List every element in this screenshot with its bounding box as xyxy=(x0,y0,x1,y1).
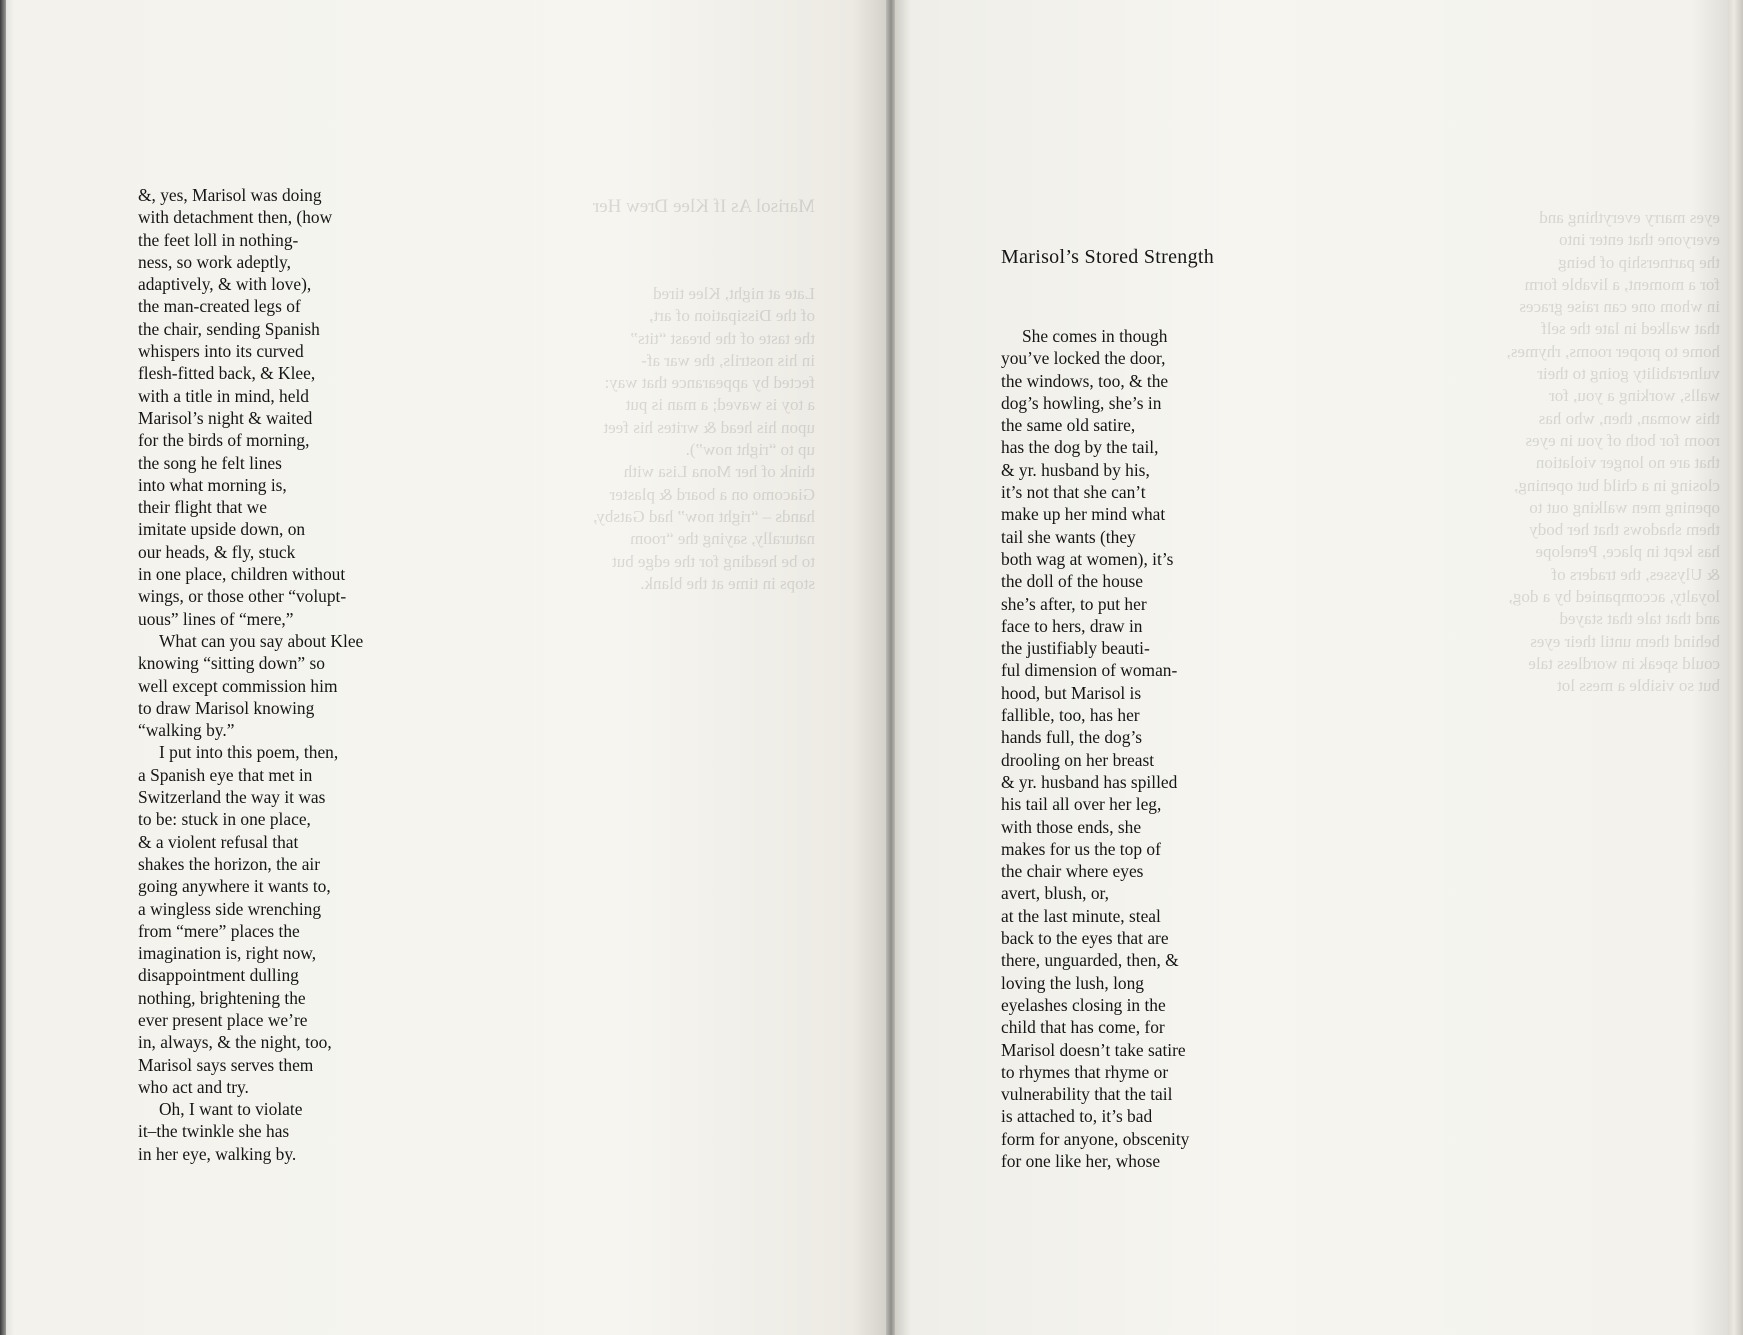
poem-line: “walking by.” xyxy=(138,720,235,741)
poem-line: shakes the horizon, the air xyxy=(138,853,321,874)
poem-line: his tail all over her leg, xyxy=(1001,794,1162,815)
poem-line: adaptively, & with love), xyxy=(138,274,312,295)
poem-line: for one like her, whose xyxy=(1001,1150,1161,1171)
poem-line: our heads, & fly, stuck xyxy=(138,541,296,562)
left-page-edge xyxy=(0,0,6,1335)
poem-line: imagination is, right now, xyxy=(138,943,317,964)
poem-line: tail she wants (they xyxy=(1001,526,1136,547)
poem-line: knowing “sitting down” so xyxy=(138,653,325,674)
poem-line: child that has come, for xyxy=(1001,1017,1165,1038)
poem-line: imitate upside down, on xyxy=(138,519,306,540)
poem-line: drooling on her breast xyxy=(1001,749,1155,770)
right-poem-text xyxy=(1001,325,1189,1172)
poem-line: it’s not that she can’t xyxy=(1001,482,1146,503)
poem-line: the justifiably beauti- xyxy=(1001,638,1150,659)
poem-line: I put into this poem, then, xyxy=(159,742,339,763)
poem-line: at the last minute, steal xyxy=(1001,905,1161,926)
poem-line: Switzerland the way it was xyxy=(138,787,326,808)
poem-line: to rhymes that rhyme or xyxy=(1001,1061,1169,1082)
poem-line: going anywhere it wants to, xyxy=(138,876,331,897)
poem-line: Marisol doesn’t take satire xyxy=(1001,1039,1186,1060)
poem-line: their flight that we xyxy=(138,497,267,518)
poem-line: you’ve locked the door, xyxy=(1001,348,1166,369)
poem-line: has the dog by the tail, xyxy=(1001,437,1159,458)
poem-line: hood, but Marisol is xyxy=(1001,682,1142,703)
poem-line: hands full, the dog’s xyxy=(1001,727,1143,748)
poem-line: fallible, too, has her xyxy=(1001,705,1140,726)
poem-line: the doll of the house xyxy=(1001,571,1143,592)
poem-line: makes for us the top of xyxy=(1001,838,1161,859)
poem-line: &, yes, Marisol was doing xyxy=(138,185,322,205)
poem-title: Marisol’s Stored Strength xyxy=(1001,246,1215,268)
poem-line: well except commission him xyxy=(138,675,338,696)
poem-line: avert, blush, or, xyxy=(1001,883,1109,904)
poem-line: dog’s howling, she’s in xyxy=(1001,392,1162,413)
left-show-through-title: Marisol As If Klee Drew Her xyxy=(592,196,815,217)
poem-line: loving the lush, long xyxy=(1001,972,1144,993)
poem-line: the same old satire, xyxy=(1001,415,1136,436)
poem-line: who act and try. xyxy=(138,1076,249,1097)
poem-line: the chair, sending Spanish xyxy=(138,318,320,339)
poem-line: What can you say about Klee xyxy=(159,630,364,651)
poem-line: there, unguarded, then, & xyxy=(1001,950,1179,971)
poem-line: & yr. husband has spilled xyxy=(1001,771,1178,792)
poem-line: whispers into its curved xyxy=(138,341,304,362)
poem-line: with those ends, she xyxy=(1001,816,1142,837)
poem-line: in her eye, walking by. xyxy=(138,1143,297,1164)
poem-line: to be: stuck in one place, xyxy=(138,809,311,830)
poem-line: form for anyone, obscenity xyxy=(1001,1128,1190,1149)
left-poem-text xyxy=(138,184,363,1165)
poem-line: with a title in mind, held xyxy=(138,385,309,406)
poem-line: is attached to, it’s bad xyxy=(1001,1106,1153,1127)
poem-line: nothing, brightening the xyxy=(138,987,306,1008)
poem-line: & a violent refusal that xyxy=(138,831,299,852)
poem-line: she’s after, to put her xyxy=(1001,593,1147,614)
poem-line: face to hers, draw in xyxy=(1001,615,1143,636)
poem-line: She comes in though xyxy=(1022,326,1168,346)
poem-line: make up her mind what xyxy=(1001,504,1166,525)
poem-line: Marisol’s night & waited xyxy=(138,407,313,428)
poem-line: uous” lines of “mere,” xyxy=(138,608,294,629)
poem-line: Marisol says serves them xyxy=(138,1054,314,1075)
poem-line: disappointment dulling xyxy=(138,965,299,986)
poem-line: vulnerability that the tail xyxy=(1001,1084,1173,1105)
poem-line: for the birds of morning, xyxy=(138,430,310,451)
poem-line: to draw Marisol knowing xyxy=(138,697,315,718)
poem-line: & yr. husband by his, xyxy=(1001,459,1150,480)
poem-line: the man-created legs of xyxy=(138,296,301,317)
poem-line: ful dimension of woman- xyxy=(1001,660,1178,681)
poem-line: the windows, too, & the xyxy=(1001,370,1169,391)
poem-line: with detachment then, (how xyxy=(138,207,333,228)
poem-line: the chair where eyes xyxy=(1001,861,1144,882)
poem-line: a wingless side wrenching xyxy=(138,898,322,919)
poem-line: in, always, & the night, too, xyxy=(138,1032,332,1053)
poem-line: a Spanish eye that met in xyxy=(138,764,313,785)
poem-line: in one place, children without xyxy=(138,564,346,585)
poem-line: into what morning is, xyxy=(138,474,287,495)
poem-line: ever present place we’re xyxy=(138,1009,308,1030)
poem-line: Oh, I want to violate xyxy=(159,1099,303,1120)
poem-line: from “mere” places the xyxy=(138,920,300,941)
poem-line: ness, so work adeptly, xyxy=(138,251,291,272)
poem-line: it–the twinkle she has xyxy=(138,1121,290,1142)
poem-line: wings, or those other “volupt- xyxy=(138,586,347,607)
poem-line: flesh-fitted back, & Klee, xyxy=(138,363,316,384)
poem-line: both wag at women), it’s xyxy=(1001,548,1174,569)
right-page-edge xyxy=(1728,0,1743,1335)
poem-line: the feet loll in nothing- xyxy=(138,229,299,250)
poem-line: back to the eyes that are xyxy=(1001,928,1169,949)
poem-line: eyelashes closing in the xyxy=(1001,994,1166,1015)
poem-line: the song he felt lines xyxy=(138,452,282,473)
